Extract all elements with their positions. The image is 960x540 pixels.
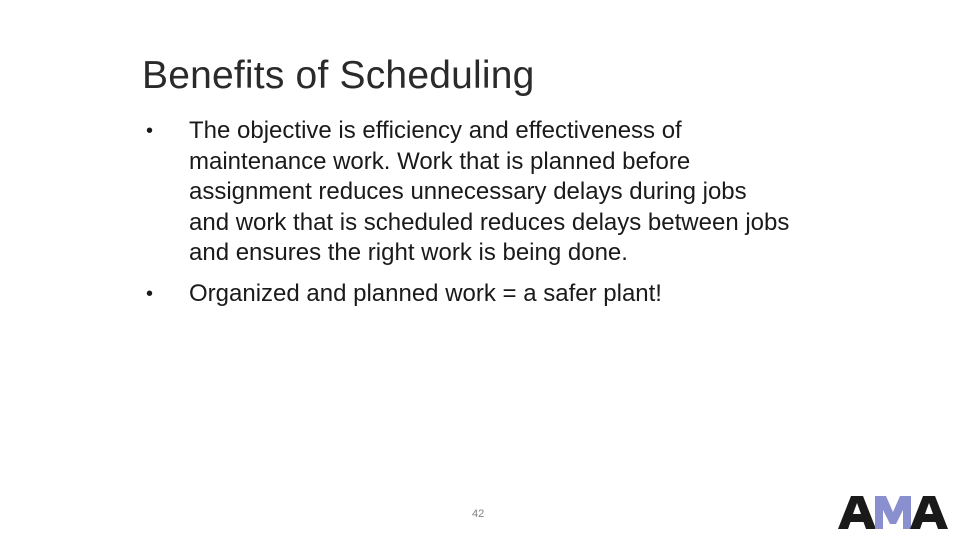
bullet-text: Organized and planned work = a safer plant! bbox=[189, 279, 662, 307]
bullet-marker: • bbox=[146, 282, 154, 305]
ama-logo-graphic bbox=[838, 496, 950, 530]
bullet-text: The objective is efficiency and effectiveness of maintenance work. Work that is planned before assignment reduces unnecessary delays during jobs and work that is scheduled reduces delays between jobs and ensures the right work is being done. bbox=[189, 117, 790, 266]
slide-title: Benefits of Scheduling bbox=[142, 54, 535, 97]
bullet-list bbox=[140, 116, 790, 319]
ama-logo bbox=[838, 496, 950, 535]
bullet-item bbox=[140, 116, 790, 269]
bullet-item bbox=[140, 279, 790, 310]
page-number: 42 bbox=[472, 508, 485, 520]
bullet-marker: • bbox=[146, 120, 154, 142]
